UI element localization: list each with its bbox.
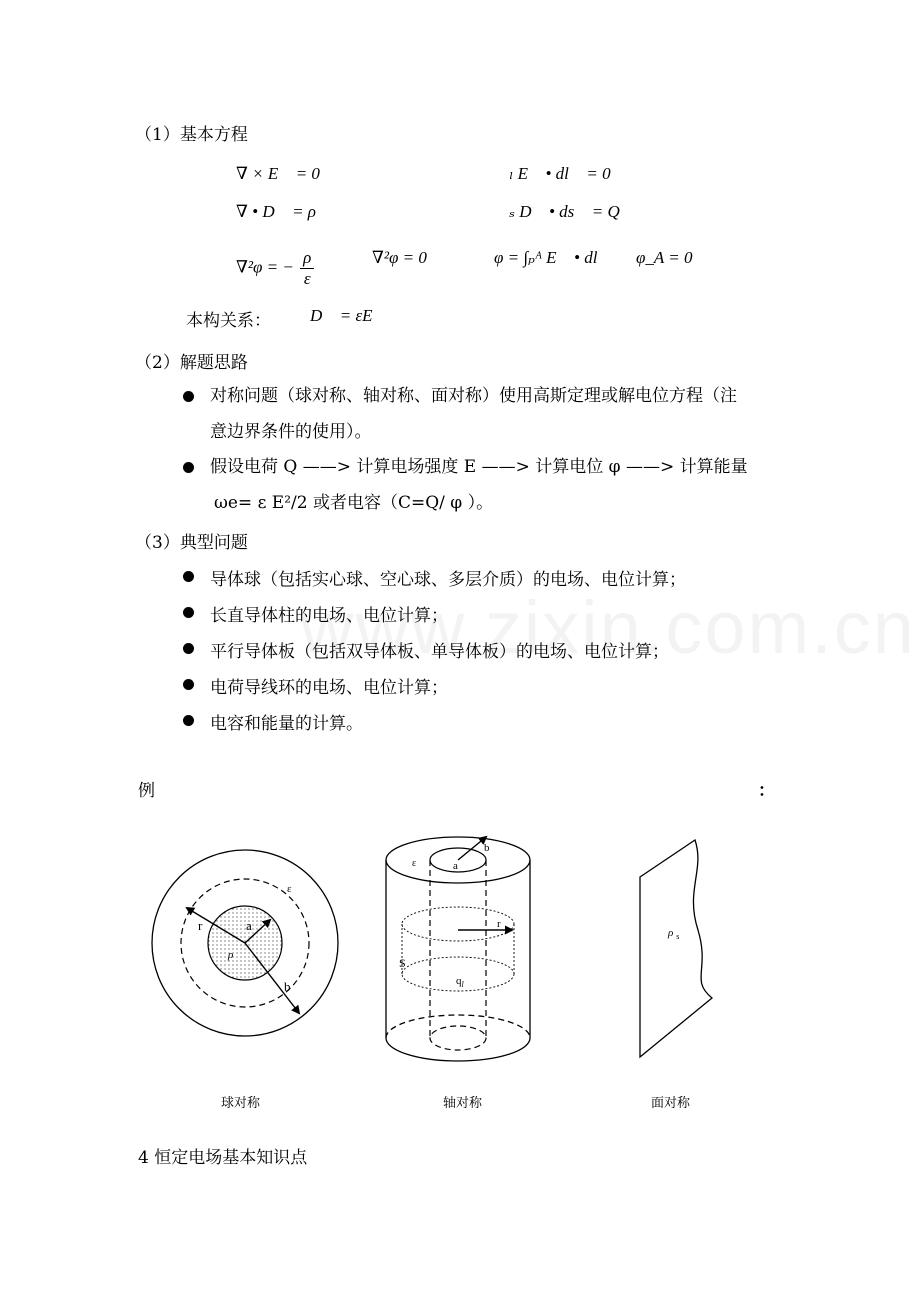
label-eps: ε (287, 883, 292, 895)
poisson-fraction (300, 248, 314, 289)
label-q-main: q (456, 975, 462, 987)
figures-svg (0, 820, 920, 1120)
section4-heading: 4 恒定电场基本知识点 (138, 1148, 308, 1168)
bullet-text-1 (210, 378, 737, 450)
constitutive-equation: D⃗ = εE⃗ (310, 306, 386, 325)
bullet-dot (183, 462, 194, 473)
caption-sphere: 球对称 (221, 1096, 261, 1111)
section1-heading: （1）基本方程 (135, 125, 248, 145)
bullet-text-2-line2: ωe= ε E²/2 或者电容（C=Q/ φ ）。 (214, 493, 494, 513)
inner-conductor-bottom (430, 1026, 486, 1050)
label-r: r (497, 918, 501, 930)
bullet-dot (183, 643, 194, 654)
plane-diagram (640, 840, 712, 1057)
example-colon: ： (758, 781, 775, 801)
label-rho-main: ρ (668, 927, 674, 939)
poisson-numerator: ρ (300, 248, 314, 269)
label-S: S (399, 956, 406, 970)
equation-div-d: ∇ • D⃗ = ρ (236, 202, 316, 221)
label-eps: ε (412, 858, 417, 869)
sphere-diagram (152, 850, 338, 1036)
section3-heading: （3）典型问题 (135, 533, 248, 553)
problem-item: 电容和能量的计算。 (210, 714, 363, 734)
equation-potential: φ = ∫ₚᴬ E⃗ • dl⃗ (494, 248, 611, 267)
equation-poisson (236, 248, 314, 289)
equation-laplace: ∇²φ = 0 (372, 248, 427, 267)
label-b: b (484, 842, 490, 854)
equation-line-integral: ∮ₗ E⃗ • dl⃗ = 0 (496, 164, 611, 183)
problem-item: 平行导体板（包括双导体板、单导体板）的电场、电位计算； (210, 642, 669, 662)
bullet-dot (183, 679, 194, 690)
problem-item: 导体球（包括实心球、空心球、多层介质）的电场、电位计算； (210, 570, 686, 590)
bullet-text-2-line1: 假设电荷 Q ——> 计算电场强度 E ——> 计算电位 φ ——> 计算能量 (210, 457, 748, 477)
cylinder-diagram (386, 837, 530, 1061)
label-rho: ρ (228, 949, 234, 961)
label-rho-subscript: s (676, 932, 680, 941)
caption-cylinder: 轴对称 (443, 1096, 483, 1111)
equation-curl-e: ∇ × E⃗ = 0 (236, 164, 320, 183)
bullet-text-1-line2: 意边界条件的使用）。 (210, 422, 372, 442)
bullet-text-2 (210, 449, 748, 521)
bullet-text-1-line1: 对称问题（球对称、轴对称、面对称）使用高斯定理或解电位方程（注 (210, 386, 737, 406)
poisson-denominator: ε (303, 269, 311, 288)
constitutive-label: 本构关系： (186, 311, 271, 331)
bullet-dot (183, 715, 194, 726)
example-label: 例 (138, 781, 155, 801)
bullet-dot (183, 571, 194, 582)
label-a: a (246, 918, 252, 933)
poisson-lhs: ∇²φ = − (236, 257, 294, 277)
bullet-dot (183, 391, 194, 402)
bullet-dot (183, 607, 194, 618)
cylinder-bottom-back (386, 1015, 530, 1038)
charged-plane-sheet (640, 840, 712, 1057)
label-a: a (453, 860, 458, 872)
label-q-subscript: l (461, 980, 464, 989)
problem-item: 电荷导线环的电场、电位计算； (210, 678, 448, 698)
problem-item: 长直导体柱的电场、电位计算； (210, 606, 448, 626)
label-q (456, 975, 465, 989)
label-rho-s (667, 927, 679, 941)
equation-reference: φ_A = 0 (636, 248, 693, 267)
section2-heading: （2）解题思路 (135, 353, 248, 373)
caption-plane: 面对称 (651, 1096, 691, 1111)
label-b: b (284, 979, 291, 994)
label-r: r (198, 918, 203, 933)
equation-surface-integral: ∮ₛ D⃗ • ds⃗ = Q (496, 202, 620, 221)
